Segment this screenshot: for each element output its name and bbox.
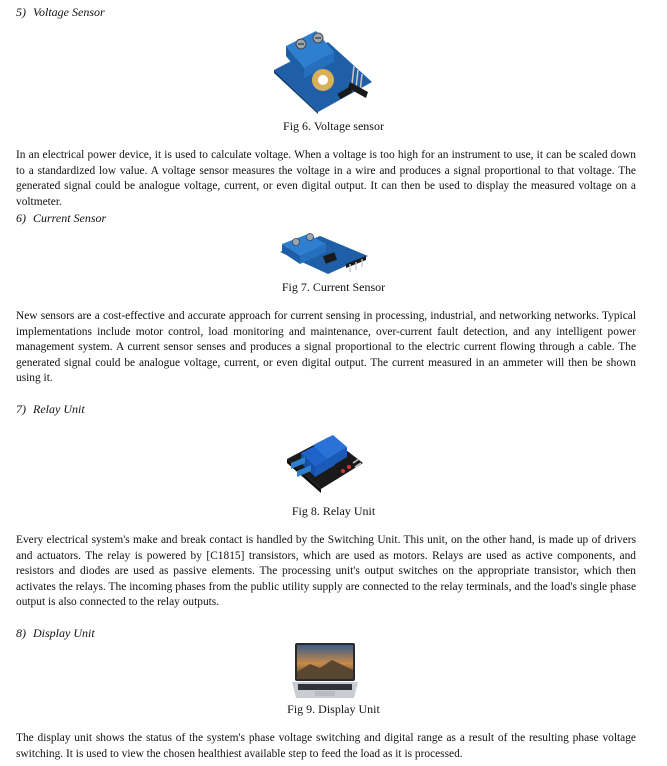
section-number: 7) (16, 402, 26, 416)
voltage-sensor-image (268, 26, 378, 114)
section-paragraph: In an electrical power device, it is used to calculate voltage. When a voltage is too high for an instrument to use, it can be scaled down to a standardized low value. A voltage sensor measures the voltage in a wire and produces a signal proportional to that voltage. The generated signal could be analogue voltage, current, or even digital output. It can then be used to display the measured voltage on a voltmeter. (16, 149, 636, 208)
figure-caption: Fig 9. Display Unit (287, 702, 380, 716)
section-paragraph: New sensors are a cost-effective and accurate approach for current sensing in processing, industrial, and networking networks. Typical implementations include motor control, load monitoring and maintenance, over-current fault detection, and any intelligent power management system. A current sensor senses and produces a signal proportional to the electric current flowing through a cable. The generated signal could be analogue voltage, current, or even digital output. The current measured in an ammeter will then be shown using it. (16, 310, 636, 384)
section-heading-voltage-sensor (16, 5, 105, 19)
figure-caption: Fig 7. Current Sensor (281, 280, 386, 294)
section-number: 8) (16, 626, 26, 640)
section-heading-display-unit (16, 626, 95, 640)
section-heading-current-sensor (16, 211, 106, 225)
section-heading-relay-unit (16, 402, 85, 416)
figure-caption: Fig 6. Voltage sensor (283, 119, 384, 133)
section-paragraph: Every electrical system's make and break contact is handled by the Switching Unit. This unit, on the other hand, is made up of drivers and actuators. The relay is powered by [C1815] transistors, which are used as motors. Relays are used as active components, and resistors and diodes are used as passive elements. The processing unit's output switches on the appropriate transistor, which then activates the relays. The incoming phases from the public utility supply are connected to the relay terminals, and the load's single phase output is also connected to the relay outputs. (16, 534, 636, 608)
section-title: Current Sensor (33, 211, 107, 225)
figure-caption: Fig 8. Relay Unit (291, 504, 376, 518)
section-paragraph: The display unit shows the status of the system's phase voltage switching and digital range as a result of the resulting phase voltage switching. It is used to view the chosen healthiest available step to feed the load as it is processed. (16, 732, 636, 760)
relay-module-image (283, 423, 365, 495)
section-number: 5) (16, 5, 26, 19)
section-title: Relay Unit (33, 402, 85, 416)
section-title: Voltage Sensor (33, 5, 105, 19)
current-sensor-image (276, 228, 372, 276)
section-number: 6) (16, 211, 26, 225)
laptop-display-image (290, 642, 360, 700)
section-title: Display Unit (33, 626, 95, 640)
